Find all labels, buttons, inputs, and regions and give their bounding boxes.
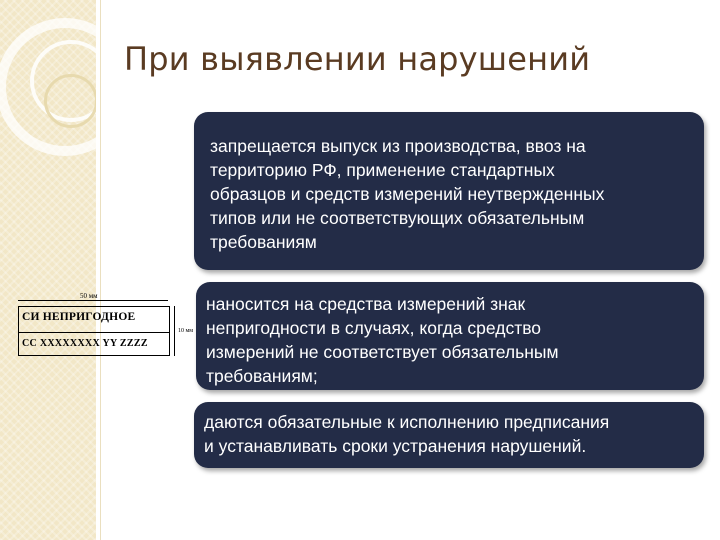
unfit-marking-sign — [10, 292, 196, 364]
marking-width-dimension-line — [18, 300, 168, 301]
violation-card-2 — [196, 282, 704, 390]
marking-line-1: СИ НЕПРИГОДНОЕ — [22, 311, 136, 323]
decorative-ring — [44, 74, 98, 128]
marking-box — [18, 306, 170, 356]
marking-width-label: 50 мм — [80, 292, 98, 300]
marking-height-label: 10 мм — [178, 328, 194, 334]
marking-height-dimension-line — [174, 306, 175, 356]
decorative-side-strip — [0, 0, 96, 540]
marking-separator — [19, 332, 169, 333]
violation-card-3 — [194, 402, 704, 468]
card-text: наносится на средства измерений знак непригодности в случаях, когда средство измерений не соответствует обязательным требованиям; — [206, 294, 559, 386]
violation-card-1 — [194, 112, 704, 270]
slide-title: При выявлении нарушений — [124, 40, 591, 78]
strip-divider — [96, 0, 99, 540]
card-text: запрещается выпуск из производства, ввоз на территорию РФ, применение стандартных образцов и средств измерений неутвержденных типов или не соответствующих обязательным требованиям — [210, 136, 605, 252]
strip-line — [100, 0, 101, 540]
marking-line-2: СС XXXXXXXX YY ZZZZ — [22, 338, 148, 349]
card-text: даются обязательные к исполнению предписания и устанавливать сроки устранения нарушений. — [204, 412, 610, 456]
